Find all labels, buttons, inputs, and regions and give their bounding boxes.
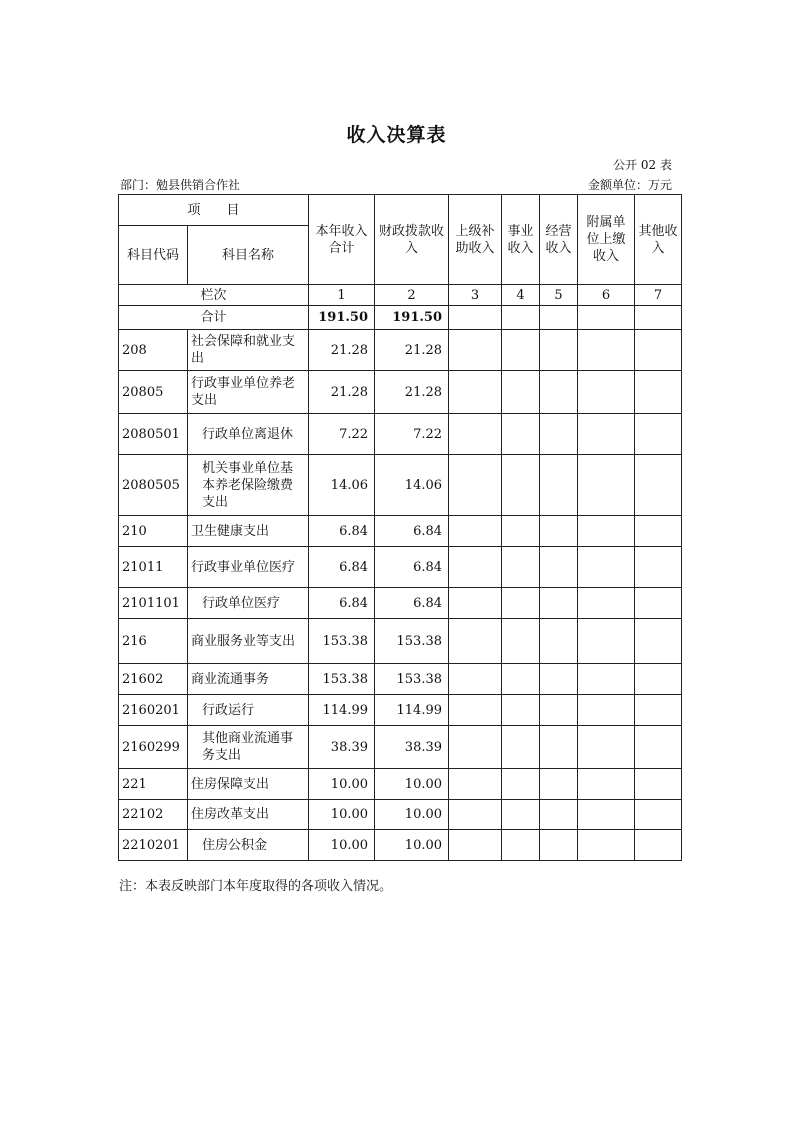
empty-cell [635, 330, 682, 371]
empty-cell [502, 547, 540, 588]
table-row [119, 769, 682, 800]
empty-cell [540, 664, 578, 695]
table-row [119, 516, 682, 547]
name-cell: 其他商业流通事务支出 [188, 726, 309, 769]
empty-cell [502, 516, 540, 547]
empty-cell [502, 619, 540, 664]
name-cell: 行政单位医疗 [188, 588, 309, 619]
fiscal-allocation-cell: 6.84 [375, 547, 449, 588]
empty-cell [449, 830, 502, 861]
total-col2: 191.50 [375, 306, 449, 330]
empty-cell [449, 664, 502, 695]
code-cell: 20805 [119, 371, 188, 414]
income-total-cell: 7.22 [309, 414, 375, 455]
empty-cell [502, 588, 540, 619]
code-cell: 21602 [119, 664, 188, 695]
empty-cell [540, 516, 578, 547]
income-total-cell: 10.00 [309, 769, 375, 800]
empty-cell [578, 455, 635, 516]
form-number: 公开 02 表 [613, 158, 672, 172]
empty-cell [578, 588, 635, 619]
fiscal-allocation-cell: 14.06 [375, 455, 449, 516]
page-title: 收入决算表 [346, 124, 447, 146]
empty-cell [449, 516, 502, 547]
fiscal-allocation-cell: 10.00 [375, 769, 449, 800]
empty-cell [449, 695, 502, 726]
total-col1: 191.50 [309, 306, 375, 330]
header-name: 科目名称 [188, 226, 309, 285]
table-row [119, 619, 682, 664]
empty-cell [502, 769, 540, 800]
empty-cell [540, 588, 578, 619]
empty-cell [635, 726, 682, 769]
header-col2: 财政拨款收入 [375, 195, 449, 285]
name-cell: 行政单位离退休 [188, 414, 309, 455]
empty-cell [540, 371, 578, 414]
empty-cell [635, 619, 682, 664]
empty-cell [449, 414, 502, 455]
name-cell: 行政事业单位养老支出 [188, 371, 309, 414]
empty-cell [502, 830, 540, 861]
empty-cell [540, 800, 578, 830]
empty-cell [635, 455, 682, 516]
fiscal-allocation-cell: 7.22 [375, 414, 449, 455]
empty-cell [578, 371, 635, 414]
empty-cell [449, 800, 502, 830]
empty-cell [502, 800, 540, 830]
table-row [119, 371, 682, 414]
code-cell: 208 [119, 330, 188, 371]
empty-cell [540, 830, 578, 861]
fiscal-allocation-cell: 10.00 [375, 830, 449, 861]
code-cell: 216 [119, 619, 188, 664]
empty-cell [635, 588, 682, 619]
empty-cell [635, 830, 682, 861]
fiscal-allocation-cell: 21.28 [375, 371, 449, 414]
empty-cell [635, 371, 682, 414]
income-total-cell: 14.06 [309, 455, 375, 516]
empty-cell [449, 726, 502, 769]
name-cell: 住房公积金 [188, 830, 309, 861]
header-col4: 事业收入 [502, 195, 540, 285]
footnote: 注：本表反映部门本年度取得的各项收入情况。 [119, 879, 393, 894]
empty-cell [540, 306, 578, 330]
name-cell: 商业流通事务 [188, 664, 309, 695]
lanci-label: 栏次 [119, 285, 309, 306]
header-col7: 其他收入 [635, 195, 682, 285]
department-label: 部门：勉县供销合作社 [120, 178, 241, 192]
income-total-cell: 10.00 [309, 830, 375, 861]
code-cell: 2160299 [119, 726, 188, 769]
empty-cell [635, 306, 682, 330]
empty-cell [502, 455, 540, 516]
empty-cell [449, 769, 502, 800]
empty-cell [578, 306, 635, 330]
empty-cell [502, 371, 540, 414]
empty-cell [578, 330, 635, 371]
empty-cell [635, 769, 682, 800]
table-row [119, 330, 682, 371]
fiscal-allocation-cell: 38.39 [375, 726, 449, 769]
fiscal-allocation-cell: 114.99 [375, 695, 449, 726]
column-number-row [119, 285, 682, 306]
income-total-cell: 114.99 [309, 695, 375, 726]
empty-cell [502, 330, 540, 371]
empty-cell [540, 769, 578, 800]
col-number-2: 2 [375, 285, 449, 306]
name-cell: 住房保障支出 [188, 769, 309, 800]
fiscal-allocation-cell: 10.00 [375, 800, 449, 830]
col-number-4: 4 [502, 285, 540, 306]
fiscal-allocation-cell: 153.38 [375, 619, 449, 664]
empty-cell [578, 516, 635, 547]
table-row [119, 547, 682, 588]
empty-cell [578, 800, 635, 830]
empty-cell [502, 664, 540, 695]
empty-cell [449, 330, 502, 371]
empty-cell [578, 619, 635, 664]
empty-cell [578, 830, 635, 861]
code-cell: 2101101 [119, 588, 188, 619]
income-total-cell: 21.28 [309, 330, 375, 371]
name-cell: 机关事业单位基本养老保险缴费支出 [188, 455, 309, 516]
col-number-3: 3 [449, 285, 502, 306]
table-row [119, 800, 682, 830]
code-cell: 210 [119, 516, 188, 547]
income-total-cell: 38.39 [309, 726, 375, 769]
empty-cell [578, 726, 635, 769]
header-col5: 经营收入 [540, 195, 578, 285]
code-cell: 2080505 [119, 455, 188, 516]
empty-cell [635, 800, 682, 830]
empty-cell [540, 619, 578, 664]
name-cell: 社会保障和就业支出 [188, 330, 309, 371]
empty-cell [635, 664, 682, 695]
header-col1: 本年收入合计 [309, 195, 375, 285]
empty-cell [540, 455, 578, 516]
name-cell: 行政运行 [188, 695, 309, 726]
empty-cell [449, 588, 502, 619]
empty-cell [635, 547, 682, 588]
empty-cell [502, 414, 540, 455]
empty-cell [502, 306, 540, 330]
empty-cell [578, 695, 635, 726]
fiscal-allocation-cell: 153.38 [375, 664, 449, 695]
code-cell: 22102 [119, 800, 188, 830]
income-total-cell: 6.84 [309, 516, 375, 547]
income-total-cell: 6.84 [309, 547, 375, 588]
empty-cell [635, 695, 682, 726]
table-row [119, 664, 682, 695]
col-number-7: 7 [635, 285, 682, 306]
code-cell: 221 [119, 769, 188, 800]
empty-cell [578, 414, 635, 455]
name-cell: 行政事业单位医疗 [188, 547, 309, 588]
total-row [119, 306, 682, 330]
income-total-cell: 153.38 [309, 619, 375, 664]
empty-cell [635, 516, 682, 547]
income-table [118, 194, 682, 861]
fiscal-allocation-cell: 6.84 [375, 588, 449, 619]
unit-label: 金额单位：万元 [587, 178, 672, 192]
header-code: 科目代码 [119, 226, 188, 285]
code-cell: 2080501 [119, 414, 188, 455]
empty-cell [578, 664, 635, 695]
col-number-6: 6 [578, 285, 635, 306]
name-cell: 卫生健康支出 [188, 516, 309, 547]
fiscal-allocation-cell: 21.28 [375, 330, 449, 371]
header-col3: 上级补助收入 [449, 195, 502, 285]
col-number-1: 1 [309, 285, 375, 306]
empty-cell [449, 619, 502, 664]
fiscal-allocation-cell: 6.84 [375, 516, 449, 547]
header-row-1 [119, 195, 682, 226]
table-row [119, 455, 682, 516]
code-cell: 2210201 [119, 830, 188, 861]
empty-cell [449, 371, 502, 414]
table-row [119, 726, 682, 769]
empty-cell [502, 726, 540, 769]
code-cell: 21011 [119, 547, 188, 588]
empty-cell [449, 455, 502, 516]
income-total-cell: 6.84 [309, 588, 375, 619]
empty-cell [449, 306, 502, 330]
name-cell: 住房改革支出 [188, 800, 309, 830]
table-row [119, 695, 682, 726]
table-row [119, 414, 682, 455]
empty-cell [540, 726, 578, 769]
empty-cell [540, 547, 578, 588]
table-row [119, 588, 682, 619]
empty-cell [449, 547, 502, 588]
code-cell: 2160201 [119, 695, 188, 726]
income-total-cell: 21.28 [309, 371, 375, 414]
empty-cell [578, 547, 635, 588]
empty-cell [635, 414, 682, 455]
empty-cell [502, 695, 540, 726]
income-total-cell: 10.00 [309, 800, 375, 830]
col-number-5: 5 [540, 285, 578, 306]
header-project: 项 目 [119, 195, 309, 226]
header-col6: 附属单位上缴收入 [578, 195, 635, 285]
name-cell: 商业服务业等支出 [188, 619, 309, 664]
income-total-cell: 153.38 [309, 664, 375, 695]
total-label: 合计 [119, 306, 309, 330]
empty-cell [578, 769, 635, 800]
empty-cell [540, 330, 578, 371]
empty-cell [540, 695, 578, 726]
table-row [119, 830, 682, 861]
empty-cell [540, 414, 578, 455]
